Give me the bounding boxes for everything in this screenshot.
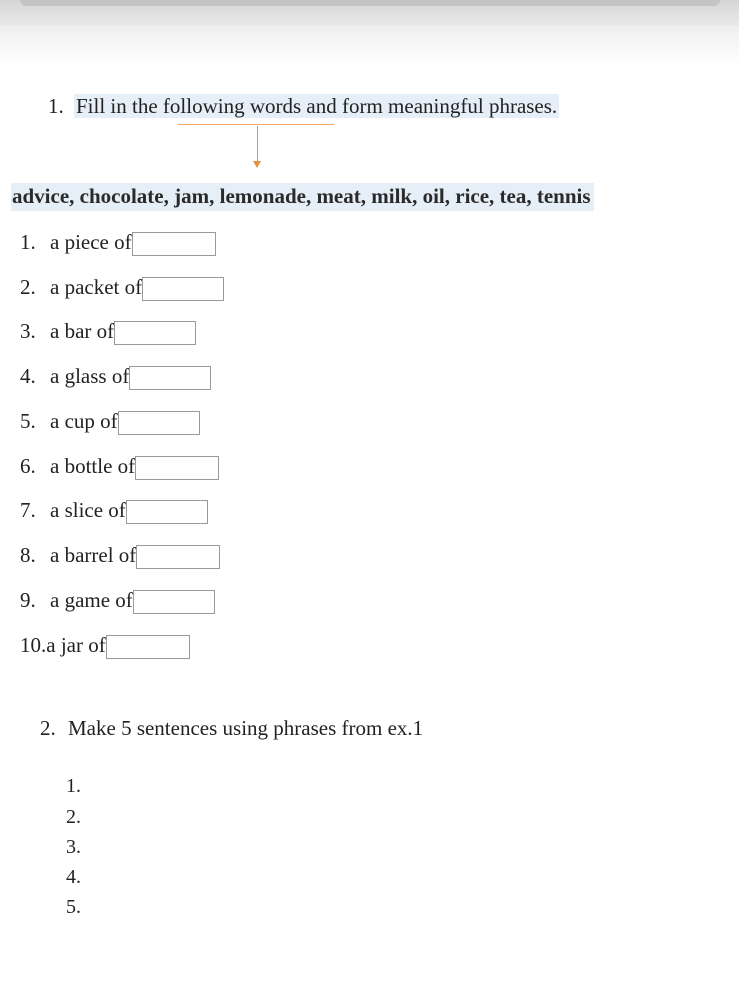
item-phrase: a game of <box>50 588 133 612</box>
answer-box-9[interactable] <box>133 590 215 614</box>
sentence-line-3: 3. <box>66 836 81 858</box>
item-number: 7. <box>20 498 36 522</box>
exercise-item <box>20 362 211 390</box>
task2-title <box>40 716 423 741</box>
item-phrase: a cup of <box>50 409 118 433</box>
item-number: 2. <box>20 275 36 299</box>
item-number: 6. <box>20 454 36 478</box>
exercise-item <box>20 496 208 524</box>
sentence-line-5: 5. <box>66 896 81 918</box>
task1-number: 1. <box>48 94 64 118</box>
item-phrase: a barrel of <box>50 543 137 567</box>
exercise-item <box>20 541 220 569</box>
item-phrase: a glass of <box>50 364 130 388</box>
annotation-arrow-shaft <box>257 126 258 162</box>
task1-instruction: Fill in the following words and form meaningful phrases. <box>76 94 558 118</box>
answer-box-2[interactable] <box>142 277 224 301</box>
answer-box-3[interactable] <box>114 321 196 345</box>
item-phrase: a slice of <box>50 498 126 522</box>
sentence-line-1: 1. <box>66 775 81 797</box>
task2-instruction: Make 5 sentences using phrases from ex.1 <box>68 716 424 740</box>
task2-number: 2. <box>40 716 56 740</box>
item-number: 10. <box>20 633 47 657</box>
browser-top-bar <box>0 0 739 26</box>
annotation-arrow-icon <box>253 161 261 168</box>
item-number: 9. <box>20 588 36 612</box>
top-bar-handle <box>20 0 720 6</box>
exercise-item <box>20 317 196 345</box>
answer-box-8[interactable] <box>136 545 220 569</box>
top-shade <box>0 26 739 66</box>
item-phrase: a piece of <box>50 230 132 254</box>
answer-box-6[interactable] <box>135 456 219 480</box>
task1-title <box>48 94 559 119</box>
exercise-item <box>20 631 190 659</box>
item-number: 1. <box>20 230 36 254</box>
answer-box-10[interactable] <box>106 635 190 659</box>
exercise-item <box>20 452 219 480</box>
item-phrase: a jar of <box>46 633 106 657</box>
exercise-item <box>20 407 200 435</box>
answer-box-4[interactable] <box>129 366 211 390</box>
item-number: 3. <box>20 319 36 343</box>
answer-box-5[interactable] <box>118 411 200 435</box>
sentence-line-2: 2. <box>66 806 81 828</box>
item-phrase: a bar of <box>50 319 115 343</box>
item-phrase: a bottle of <box>50 454 136 478</box>
item-number: 5. <box>20 409 36 433</box>
exercise-item <box>20 586 215 614</box>
sentence-line-4: 4. <box>66 866 81 888</box>
exercise-item <box>20 273 224 301</box>
annotation-underline <box>178 124 334 125</box>
answer-box-7[interactable] <box>126 500 208 524</box>
word-bank: advice, chocolate, jam, lemonade, meat, milk, oil, rice, tea, tennis <box>11 183 594 211</box>
answer-box-1[interactable] <box>132 232 216 256</box>
item-number: 8. <box>20 543 36 567</box>
item-phrase: a packet of <box>50 275 143 299</box>
item-number: 4. <box>20 364 36 388</box>
exercise-item <box>20 228 216 256</box>
